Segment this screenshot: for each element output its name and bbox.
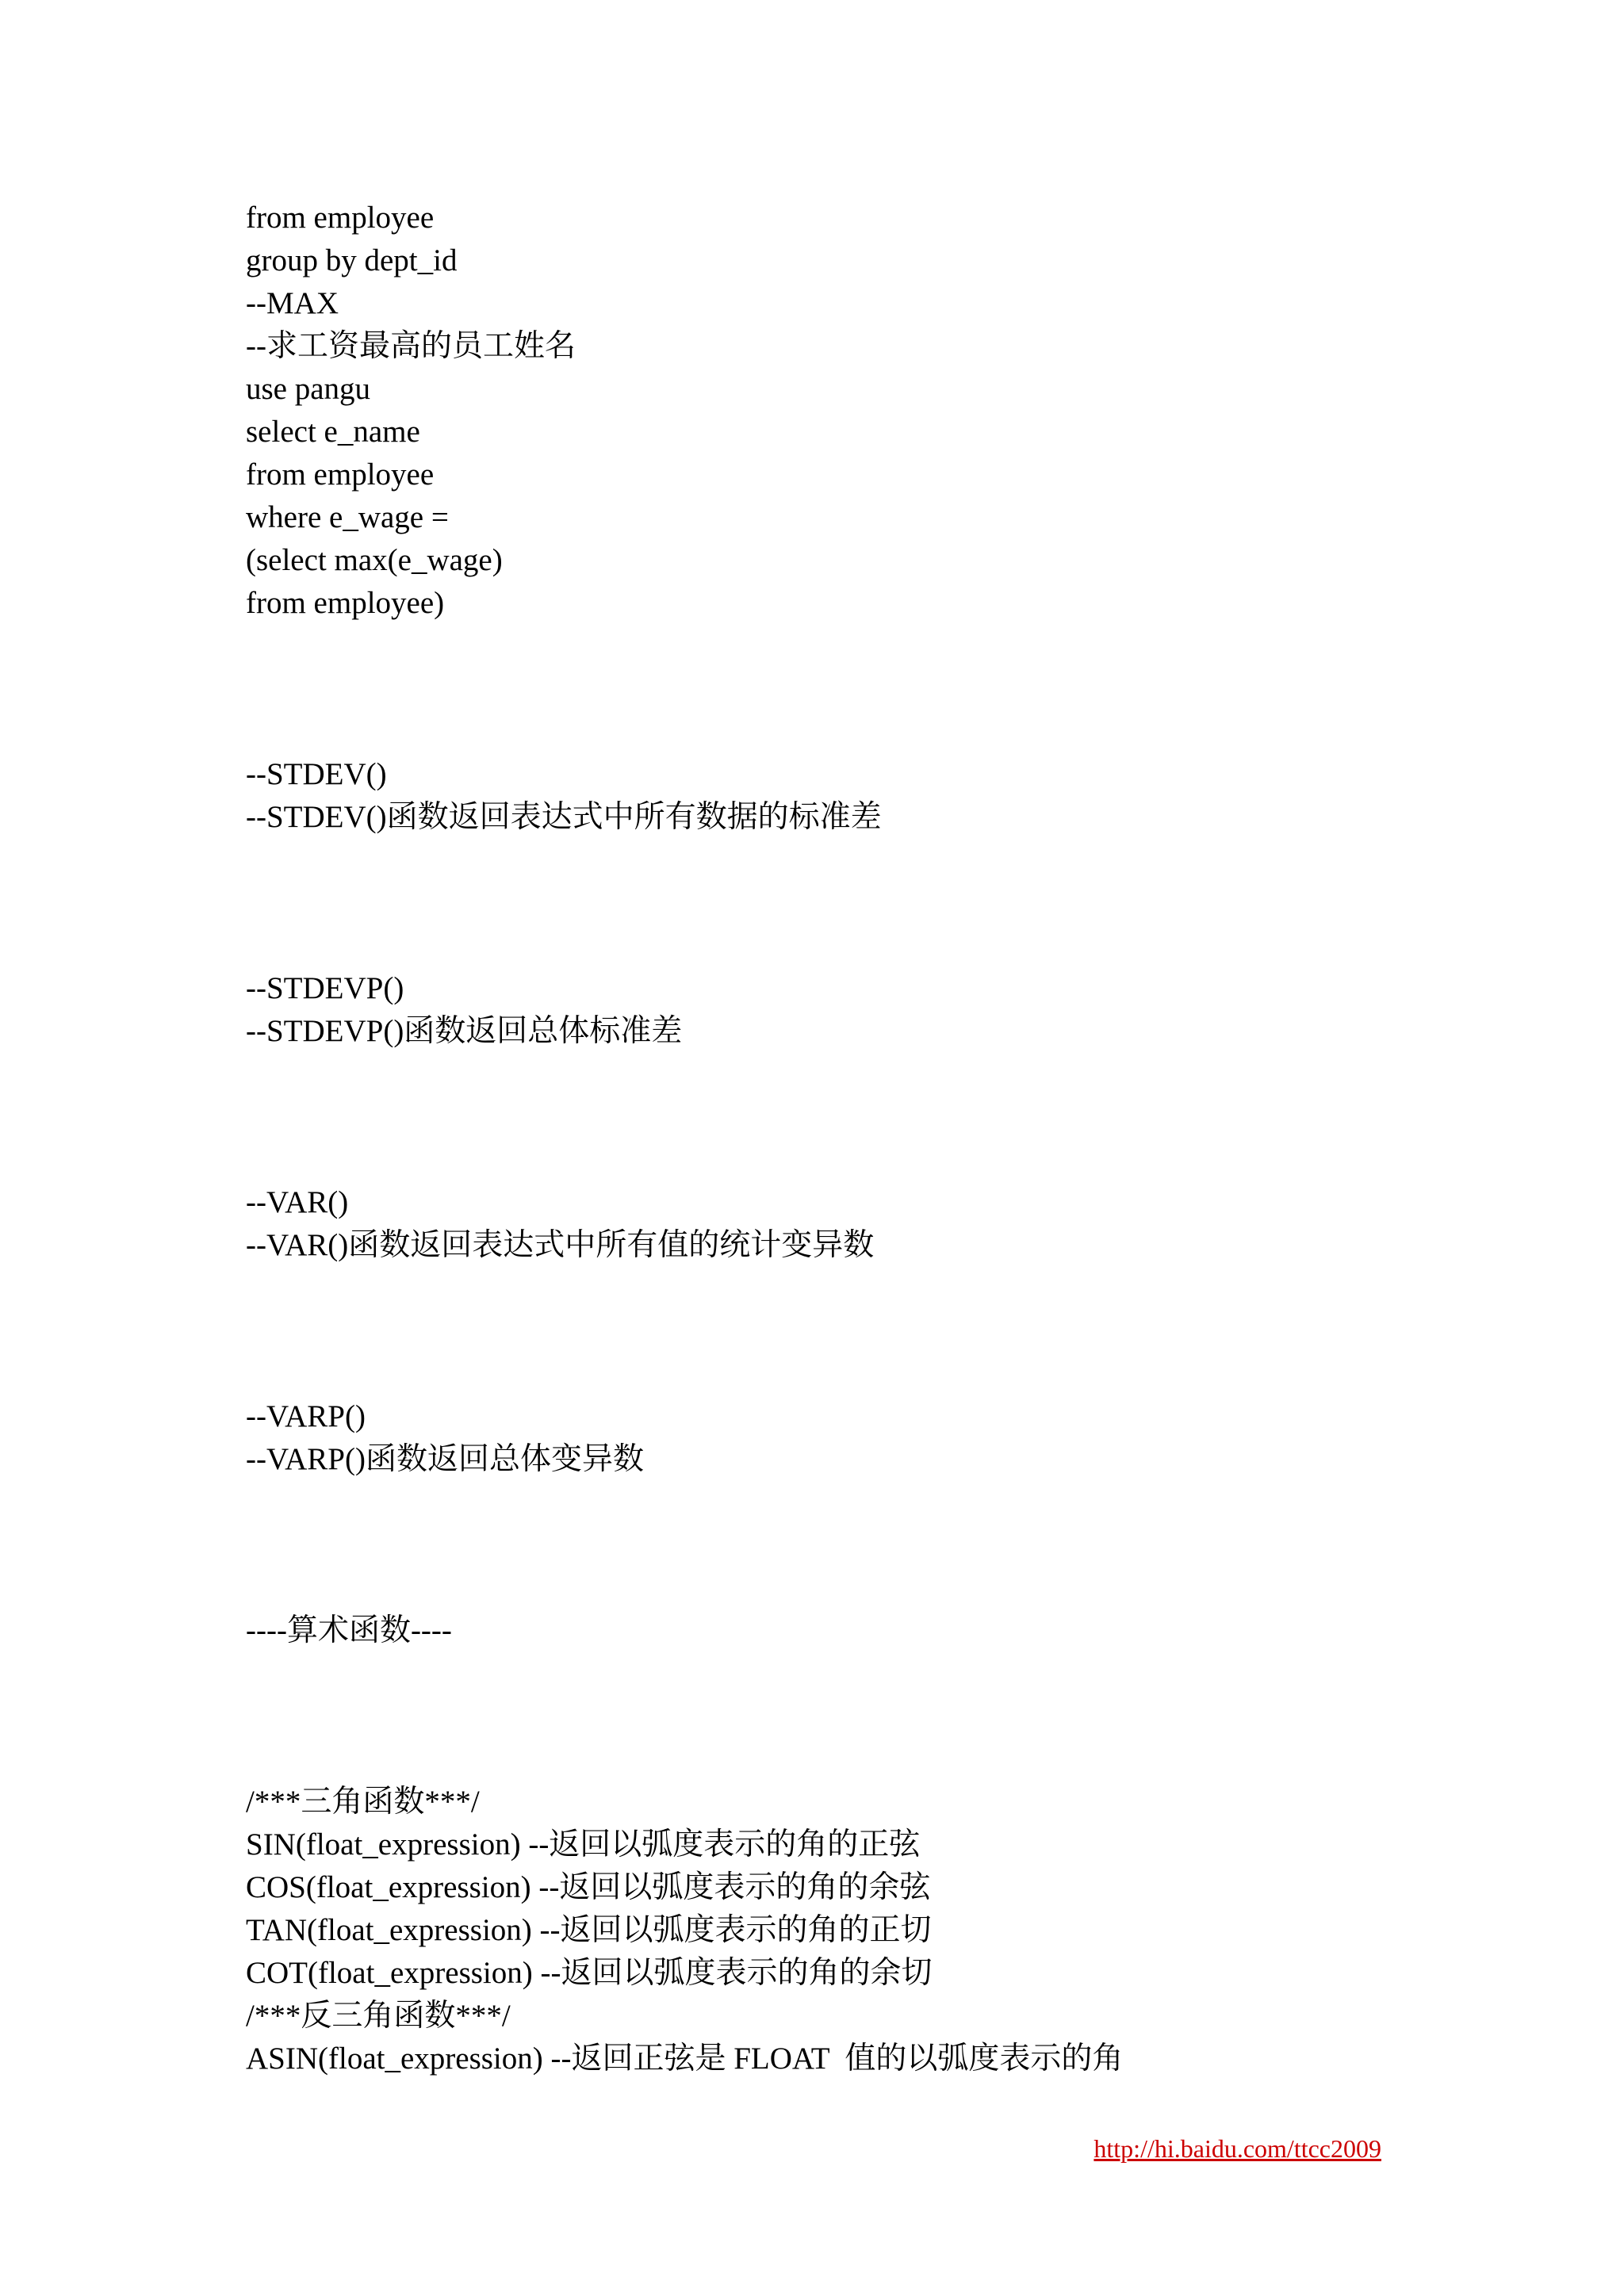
text-line: from employee bbox=[246, 201, 435, 235]
text-line: ----算术函数---- bbox=[246, 1613, 452, 1647]
text-line: --求工资最高的员工姓名 bbox=[246, 329, 576, 363]
text-line: --VARP() bbox=[246, 1399, 366, 1433]
text-line: --STDEVP() bbox=[246, 971, 404, 1005]
text-line: --VAR() bbox=[246, 1185, 349, 1219]
text-line: --STDEVP()函数返回总体标准差 bbox=[246, 1014, 683, 1048]
text-line: --VARP()函数返回总体变异数 bbox=[246, 1442, 644, 1476]
text-line: --MAX bbox=[246, 286, 339, 320]
text-line: --VAR()函数返回表达式中所有值的统计变异数 bbox=[246, 1228, 875, 1262]
spacer bbox=[246, 1481, 1435, 1609]
text-line: where e_wage = bbox=[246, 500, 449, 534]
spacer bbox=[246, 839, 1435, 967]
code-block-var bbox=[246, 1181, 1435, 1267]
spacer bbox=[246, 1053, 1435, 1181]
code-block-stdev bbox=[246, 753, 1435, 839]
footer-url-link[interactable]: http://hi.baidu.com/ttcc2009 bbox=[1094, 2134, 1381, 2163]
spacer bbox=[246, 625, 1435, 753]
code-block-varp bbox=[246, 1395, 1435, 1481]
text-line: TAN(float_expression) --返回以弧度表示的角的正切 bbox=[246, 1913, 932, 1947]
code-block-max bbox=[246, 197, 1435, 625]
spacer bbox=[246, 1267, 1435, 1395]
spacer bbox=[246, 1652, 1435, 1781]
text-line: (select max(e_wage) bbox=[246, 543, 503, 577]
section-heading-arithmetic bbox=[246, 1609, 1435, 1652]
text-line: /***三角函数***/ bbox=[246, 1785, 480, 1819]
text-line: --STDEV() bbox=[246, 757, 387, 791]
code-block-stdevp bbox=[246, 967, 1435, 1053]
document-body bbox=[246, 197, 1435, 2080]
text-line: /***反三角函数***/ bbox=[246, 1999, 511, 2033]
text-line: use pangu bbox=[246, 372, 371, 406]
text-line: group by dept_id bbox=[246, 243, 458, 277]
text-line: select e_name bbox=[246, 415, 420, 449]
text-line: SIN(float_expression) --返回以弧度表示的角的正弦 bbox=[246, 1827, 921, 1862]
text-line: from employee bbox=[246, 457, 435, 492]
text-line: --STDEV()函数返回表达式中所有数据的标准差 bbox=[246, 800, 882, 834]
text-line: from employee) bbox=[246, 586, 445, 620]
text-line: COS(float_expression) --返回以弧度表示的角的余弦 bbox=[246, 1870, 931, 1904]
text-line: COT(float_expression) --返回以弧度表示的角的余切 bbox=[246, 1956, 933, 1990]
code-block-trig bbox=[246, 1781, 1435, 2080]
text-line: ASIN(float_expression) --返回正弦是 FLOAT 值的以弧度表示的角 bbox=[246, 2042, 1124, 2076]
